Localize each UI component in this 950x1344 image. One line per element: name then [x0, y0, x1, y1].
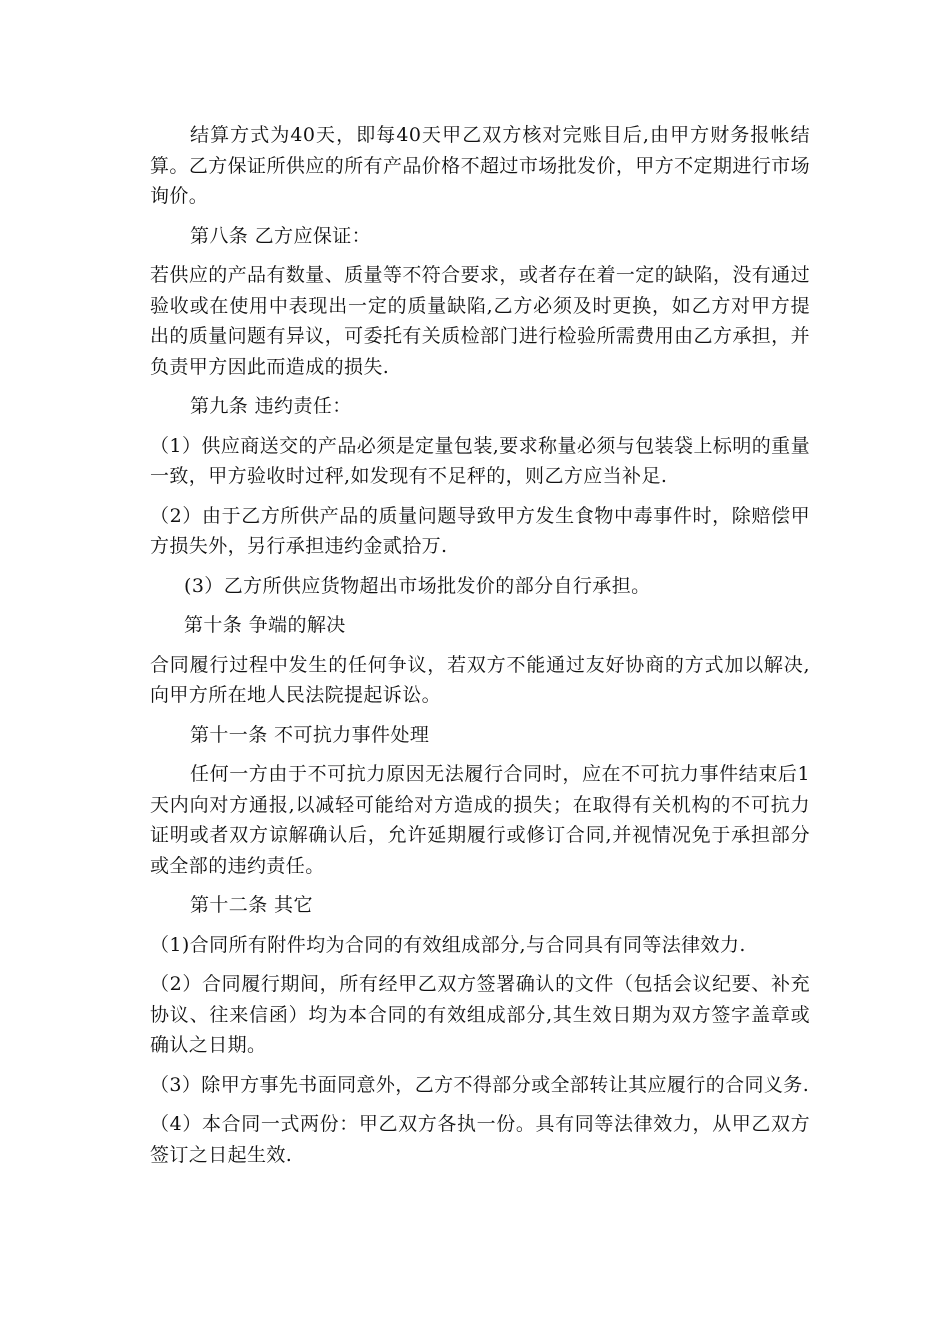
- article-10-body: 合同履行过程中发生的任何争议，若双方不能通过友好协商的方式加以解决,向甲方所在地人民法院提起诉讼。: [150, 653, 810, 706]
- article-8-body: 若供应的产品有数量、质量等不符合要求，或者存在着一定的缺陷，没有通过验收或在使用中表现出一定的质量缺陷,乙方必须及时更换，如乙方对甲方提出的质量问题有异议，可委托有关质检部门进行检验所需费用由乙方承担，并负责甲方因此而造成的损失.: [150, 264, 810, 378]
- article-9-item-1: （1）供应商送交的产品必须是定量包装,要求称量必须与包装袋上标明的重量一致，甲方验收时过秤,如发现有不足秤的，则乙方应当补足.: [150, 434, 810, 487]
- article-12-item-3: （3）除甲方事先书面同意外，乙方不得部分或全部转让其应履行的合同义务.: [150, 1073, 810, 1096]
- settlement-terms-paragraph: 结算方式为40天，即每40天甲乙双方核对完账目后,由甲方财务报帐结算。乙方保证所供应的所有产品价格不超过市场批发价，甲方不定期进行市场询价。: [150, 124, 810, 207]
- article-11-heading: 第十一条 不可抗力事件处理: [190, 723, 430, 746]
- article-9-item-3: (3）乙方所供应货物超出市场批发价的部分自行承担。: [184, 574, 651, 597]
- article-12-item-2: （2）合同履行期间，所有经甲乙双方签署确认的文件（包括会议纪要、补充协议、往来信函）均为本合同的有效组成部分,其生效日期为双方签字盖章或确认之日期。: [150, 973, 810, 1056]
- article-12-heading: 第十二条 其它: [190, 894, 313, 916]
- article-12-item-1: （1)合同所有附件均为合同的有效组成部分,与合同具有同等法律效力.: [150, 933, 746, 956]
- article-12-item-4: （4）本合同一式两份：甲乙双方各执一份。具有同等法律效力，从甲乙双方签订之日起生效.: [150, 1113, 810, 1166]
- article-11-body: 任何一方由于不可抗力原因无法履行合同时，应在不可抗力事件结束后1天内向对方通报,以减轻可能给对方造成的损失；在取得有关机构的不可抗力证明或者双方谅解确认后，允许延期履行或修订合同,并视情况免于承担部分或全部的违约责任。: [150, 763, 810, 877]
- article-9-heading: 第九条 违约责任：: [190, 395, 352, 417]
- article-10-heading: 第十条 争端的解决: [184, 614, 346, 636]
- article-9-item-2: （2）由于乙方所供产品的质量问题导致甲方发生食物中毒事件时，除赔偿甲方损失外，另行承担违约金贰拾万.: [150, 504, 810, 557]
- document-body: [150, 120, 810, 1179]
- article-8-heading: 第八条 乙方应保证：: [190, 224, 372, 247]
